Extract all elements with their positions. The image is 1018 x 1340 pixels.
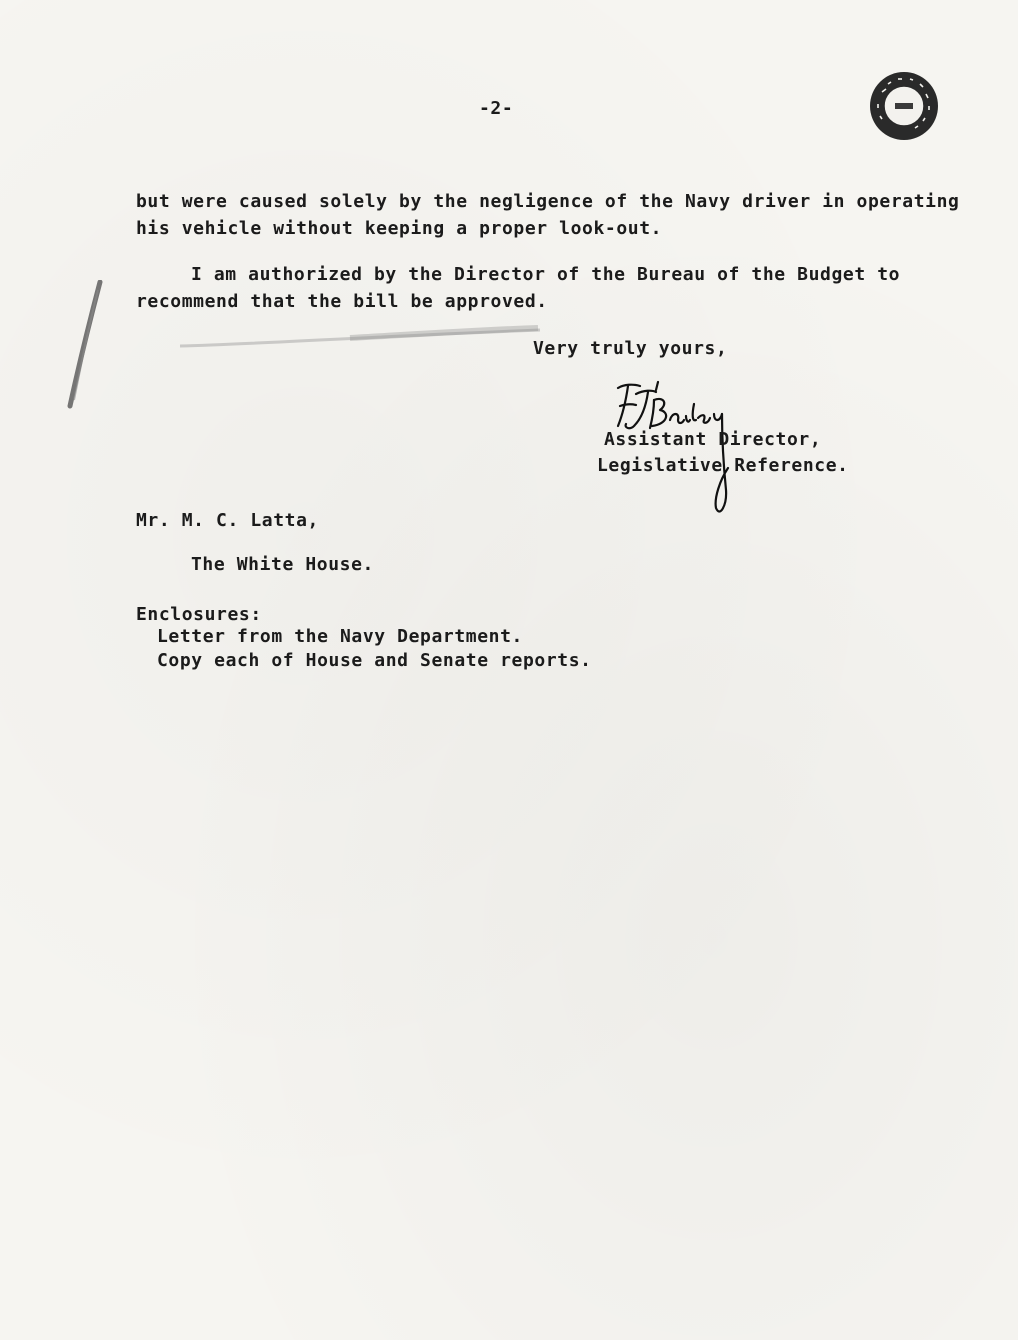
- addressee-location: The White House.: [191, 554, 374, 575]
- smudge-mark: [180, 322, 540, 352]
- signature-department: Legislative Reference.: [597, 455, 849, 476]
- enclosures-heading: Enclosures:: [136, 604, 262, 625]
- addressee-name: Mr. M. C. Latta,: [136, 510, 319, 531]
- handwritten-signature: [610, 380, 770, 522]
- library-stamp-icon: [868, 70, 940, 142]
- enclosure-item: Letter from the Navy Department.: [157, 626, 523, 647]
- body-text-line: his vehicle without keeping a proper look-out.: [136, 218, 663, 239]
- enclosure-item: Copy each of House and Senate reports.: [157, 650, 592, 671]
- closing: Very truly yours,: [533, 338, 728, 359]
- margin-pencil-mark: [60, 280, 110, 410]
- body-text-line: I am authorized by the Director of the Bureau of the Budget to: [191, 264, 901, 285]
- signature-title: Assistant Director,: [604, 429, 822, 450]
- page-number: -2-: [479, 98, 514, 119]
- body-text-line: but were caused solely by the negligence of the Navy driver in operating: [136, 191, 960, 212]
- body-text-line: recommend that the bill be approved.: [136, 291, 548, 312]
